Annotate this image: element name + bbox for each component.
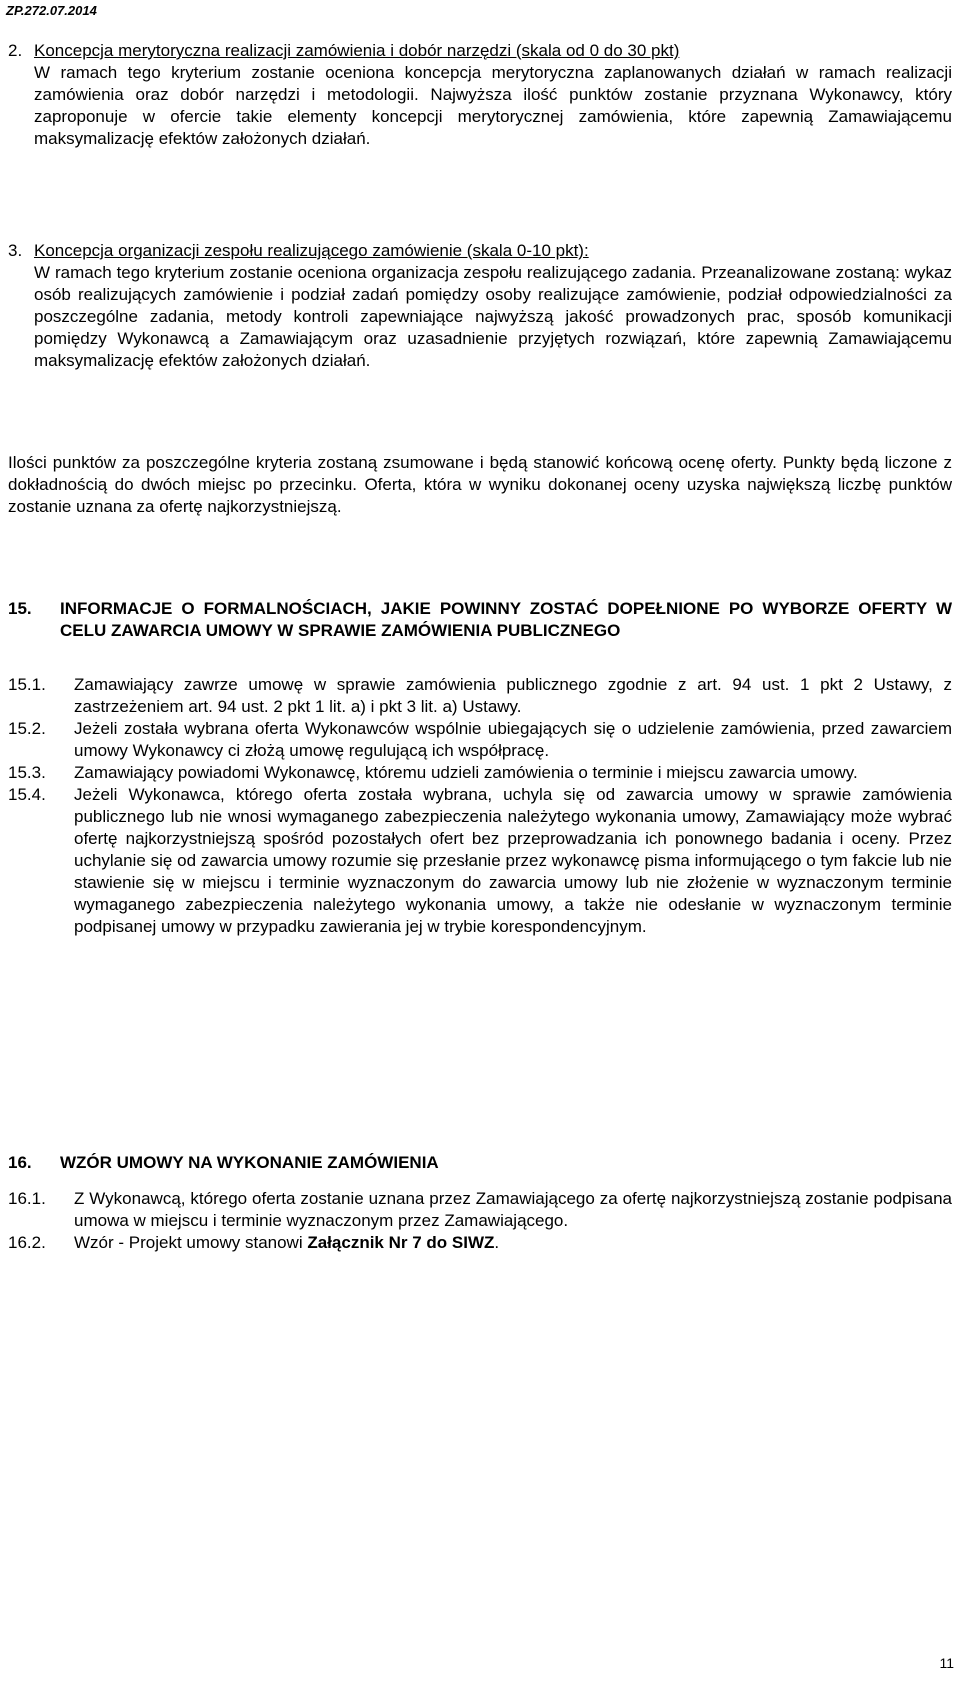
document-reference: ZP.272.07.2014	[6, 3, 97, 18]
list-item: 16.2. Wzór - Projekt umowy stanowi Załącznik Nr 7 do SIWZ.	[8, 1233, 500, 1252]
section-15-title: INFORMACJE O FORMALNOŚCIACH, JAKIE POWINNY ZOSTAĆ DOPEŁNIONE PO WYBORZE OFERTY W CELU ZAWARCIA UMOWY W SPRAWIE ZAMÓWIENIA PUBLICZNEGO	[60, 599, 952, 640]
criterion-3-number: 3.	[8, 241, 23, 260]
section-15-heading	[8, 598, 952, 642]
list-item: 15.2. Jeżeli została wybrana oferta Wykonawców wspólnie ubiegających się o udzielenie zamówienia, przed zawarciem umowy Wykonawcy ci złożą umowę regulującą ich współpracę.	[8, 719, 952, 760]
section-16-number: 16.	[8, 1153, 32, 1172]
section-15-items	[8, 674, 952, 938]
attachment-reference: Załącznik Nr 7 do SIWZ	[307, 1233, 495, 1252]
list-item: 15.3. Zamawiający powiadomi Wykonawcę, któremu udzieli zamówienia o terminie i miejscu zawarcia umowy.	[8, 763, 858, 782]
list-item: 15.4. Jeżeli Wykonawca, którego oferta została wybrana, uchyla się od zawarcia umowy w sprawie zamówienia publicznego lub nie wnosi wymaganego zabezpieczenia należytego wykonania umowy, Zamawiający może wybrać ofertę najkorzystniejszą spośród pozostałych ofert bez przeprowadzania ich ponownego badania i oceny. Przez uchylanie się od zawarcia umowy rozumie się przesłanie przez wykonawcę pisma informującego o tym fakcie lub nie stawienie się w miejscu i terminie wyznaczonym do zawarcia umowy lub nie złożenie w wyznaczonym terminie wymaganego zabezpieczenia należytego wykonania umowy, a także nie odesłanie w wyznaczonym terminie podpisanej umowy w przypadku zawierania jej w trybie korespondencyjnym.	[8, 785, 952, 936]
section-16-items	[8, 1188, 952, 1254]
list-item: 16.1. Z Wykonawcą, którego oferta zostanie uznana przez Zamawiającego za ofertę najkorzystniejszą zostanie podpisana umowa w miejscu i terminie wyznaczonym przez Zamawiającego.	[8, 1189, 952, 1230]
criterion-3-body: W ramach tego kryterium zostanie oceniona organizacja zespołu realizującego zadania. Przeanalizowane zostaną: wykaz osób realizujących zamówienie i podział zadań pomiędzy osoby realizujące zamówienie, podział odpowiedzialności za poszczególne zadania, metody kontroli zapewniające najwyższą jakość prowadzonych prac, sposób komunikacji pomiędzy Wykonawcą a Zamawiającym oraz uzasadnienie przyjętych rozwiązań, które zapewnią Zamawiającemu maksymalizację efektów założonych działań.	[34, 263, 952, 370]
criterion-2-title: Koncepcja merytoryczna realizacji zamówienia i dobór narzędzi (skala od 0 do 30 pkt)	[34, 41, 680, 60]
section-16-heading	[8, 1152, 952, 1174]
criterion-2	[8, 40, 952, 150]
criterion-3-title: Koncepcja organizacji zespołu realizującego zamówienie (skala 0-10 pkt):	[34, 241, 589, 260]
criterion-2-number: 2.	[8, 41, 23, 60]
criterion-2-body: W ramach tego kryterium zostanie oceniona koncepcja merytoryczna zaplanowanych działań w ramach realizacji zamówienia oraz dobór narzędzi i metodologii. Najwyższa ilość punktów zostanie przyznana Wykonawcy, który zaproponuje w ofercie takie elementy koncepcji merytorycznej zamówienia, które zapewnią Zamawiającemu maksymalizację efektów założonych działań.	[34, 63, 952, 148]
page-number: 11	[939, 1655, 954, 1671]
criterion-3	[8, 240, 952, 372]
section-15-number: 15.	[8, 599, 32, 618]
scoring-summary: Ilości punktów za poszczególne kryteria zostaną zsumowane i będą stanowić końcową ocenę oferty. Punkty będą liczone z dokładnością do dwóch miejsc po przecinku. Oferta, która w wyniku dokonanej oceny uzyska największą liczbę punktów zostanie uznana za ofertę najkorzystniejszą.	[8, 453, 952, 516]
list-item: 15.1. Zamawiający zawrze umowę w sprawie zamówienia publicznego zgodnie z art. 94 ust. 1 pkt 2 Ustawy, z zastrzeżeniem art. 94 ust. 2 pkt 1 lit. a) i pkt 3 lit. a) Ustawy.	[8, 675, 952, 716]
section-16-title: WZÓR UMOWY NA WYKONANIE ZAMÓWIENIA	[60, 1153, 439, 1172]
